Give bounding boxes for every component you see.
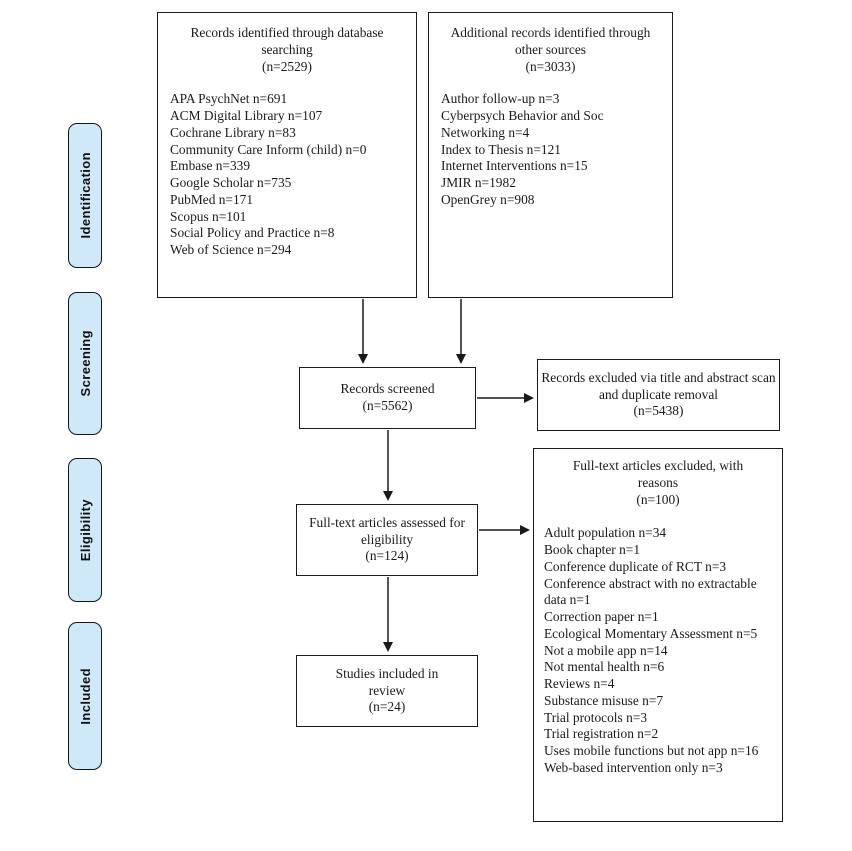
list-item: Scopus n=101 (170, 208, 247, 224)
stage-label-text: Screening (77, 330, 93, 397)
list-item: Reviews n=4 (544, 676, 615, 691)
list-item: Author follow-up n=3 (441, 91, 560, 107)
box-title: Full-text articles assessed for eligibility (309, 514, 465, 547)
list-item: Internet Interventions n=15 (441, 158, 588, 174)
stage-label-text: Identification (77, 152, 93, 239)
box-title: Records screened (340, 381, 435, 397)
box-title: Full-text articles excluded, with reasons (572, 458, 744, 490)
list-item: JMIR n=1982 (441, 175, 516, 190)
list-item: Conference duplicate of RCT n=3 (544, 558, 727, 574)
other-sources-list (429, 91, 672, 208)
list-item: Trial registration n=2 (544, 726, 659, 742)
box-additional-records (428, 12, 673, 298)
list-item: Cochrane Library n=83 (170, 124, 296, 140)
database-sources-list (158, 91, 416, 259)
list-item: Not mental health n=6 (544, 659, 665, 675)
stage-label-included (68, 622, 102, 770)
exclusion-reasons-list (534, 525, 782, 776)
list-item: Adult population n=34 (544, 525, 667, 541)
list-item: Ecological Momentary Assessment n=5 (544, 625, 758, 641)
list-item: ACM Digital Library n=107 (170, 108, 323, 123)
list-item: Embase n=339 (170, 158, 251, 174)
box-count: (n=24) (368, 699, 406, 715)
box-title: Records excluded via title and abstract scan and duplicate removal (541, 369, 776, 402)
list-item: Correction paper n=1 (544, 609, 659, 624)
box-fulltext-assessed (296, 504, 478, 576)
list-item: Conference abstract with no extractable data n=1 (544, 575, 757, 608)
box-count: (n=100) (636, 491, 680, 507)
list-item: Web-based intervention only n=3 (544, 759, 723, 775)
stage-label-eligibility (68, 458, 102, 602)
box-records-excluded (537, 359, 780, 431)
list-item: Substance misuse n=7 (544, 692, 664, 708)
list-item: Index to Thesis n=121 (441, 141, 561, 157)
box-studies-included (296, 655, 478, 727)
list-item: PubMed n=171 (170, 191, 254, 207)
list-item: Google Scholar n=735 (170, 175, 292, 190)
box-title: Additional records identified through other sources (450, 25, 651, 57)
box-records-screened (299, 367, 476, 429)
list-item: Trial protocols n=3 (544, 709, 648, 725)
list-item: Not a mobile app n=14 (544, 642, 668, 658)
list-item: Uses mobile functions but not app n=16 (544, 743, 759, 758)
stage-label-text: Eligibility (77, 498, 93, 562)
box-title: Records identified through database searching (190, 25, 384, 57)
box-count: (n=124) (365, 548, 409, 564)
box-title: Studies included in review (335, 665, 439, 698)
list-item: Cyberpsych Behavior and Soc Networking n=4 (441, 108, 604, 140)
box-count: (n=2529) (262, 58, 312, 74)
box-count: (n=5438) (633, 403, 684, 419)
list-item: APA PsychNet n=691 (170, 91, 288, 107)
box-database-records (157, 12, 417, 298)
stage-label-identification (68, 123, 102, 268)
box-count: (n=5562) (362, 398, 413, 413)
list-item: Social Policy and Practice n=8 (170, 225, 335, 241)
list-item: Web of Science n=294 (170, 242, 292, 257)
stage-label-screening (68, 292, 102, 435)
list-item: Community Care Inform (child) n=0 (170, 141, 367, 157)
box-fulltext-excluded (533, 448, 783, 822)
box-count: (n=3033) (525, 58, 576, 74)
list-item: OpenGrey n=908 (441, 191, 535, 207)
list-item: Book chapter n=1 (544, 542, 641, 557)
stage-label-text: Included (77, 667, 93, 725)
